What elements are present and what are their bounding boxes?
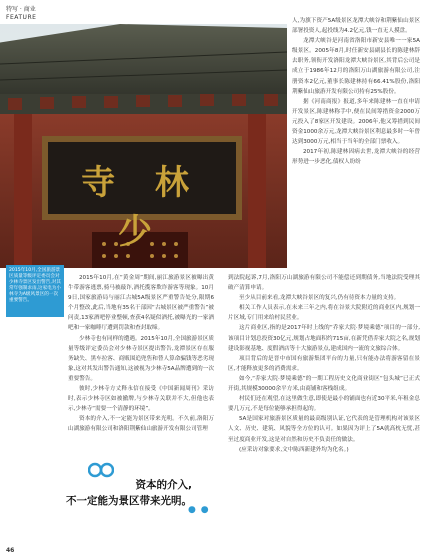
pull-quote xyxy=(58,477,192,509)
article-column-left xyxy=(68,273,214,435)
paragraph: 2017年初,陈建林因病去世,龙潭大峡谷的经营形势进一步恶化,债权人纷纷 xyxy=(292,149,420,166)
paragraph: 少林寺也有同样的遭遇。2015年10月,全国旅游景区质量等级评定委员会对少林寺景区提出警告,龙潭景区存在服务缺失、黑车拉客、商贩围追兜售和替人算命骗钱等恶劣现象,这对其发出警告通知,这被视为少林寺5A品牌遭到的一次重要警告。 xyxy=(68,335,215,382)
section-header xyxy=(6,6,58,25)
paragraph: 到法院起诉,7月,洛阳万山湖旅游有限公司不能偿还到期债务,当地法院受理其破产清算申请。 xyxy=(228,275,420,292)
paragraph: 据《河南商报》报道,多年来陈建林一直在申请开发景区,陈建林称手中,便在民间筹措资金2000万元投入了8家区开发建设。2006年,他又筹措到民间资金1000余万元,龙潭大峡谷景区利息最多时一年曾达到3000万元,相当于当年的全部门票收入。 xyxy=(292,98,420,146)
note: (应采访对象要求,文中陈西新建外均为化名。) xyxy=(239,446,349,453)
paragraph: 项目背后的是晋中市国有旅游集团平台的力量,只有能办法将游客留在景区,才能释放更多的消费需求。 xyxy=(228,355,420,372)
article-column-right-top xyxy=(292,16,420,167)
pull-quote-line: 资本的介入, xyxy=(135,479,192,491)
pull-quote-line: 不一定能为景区带来光明。 xyxy=(66,495,192,507)
paragraph: 2015年10月,在“黄金周”期间,丽江旅游景区被曝出黄牛带游客逃票,骑马被敲诈,酒托揽客欺诈游客等现象。10月9日,国家旅游局与丽江古城5A级景区严重警告处分,限期6个月整改,此后,当地有35名干部因“古城景区被严重警告”被问责,13家酒吧停业整顿,查获4名疑似酒托,被曝光的一家酒吧和一家咖啡厅遭到罚款和查封取缔。 xyxy=(68,275,214,332)
paragraph: 至少从目前来看,龙潭大峡谷景区的复兴,仍有待资本力量的支持。 xyxy=(239,295,400,302)
paragraph: 相关工作人员表示,在未来三年之内,将在谷景大院附近的商业区内,规划一片区域,专门用来给村民营业。 xyxy=(228,305,420,322)
section-label: 特写 · 商业 xyxy=(6,6,36,13)
section-label-en: FEATURE xyxy=(6,14,37,21)
paragraph: 人,为旗下资产5A级景区龙潭大峡谷和荆紫仙山景区部署投资人,起投线为4.2亿元,钱一直无人摸盘。 xyxy=(292,18,420,35)
temple-photo xyxy=(0,24,287,268)
paragraph: 彼时,少林寺方丈释永信在接受《中国新闻周刊》采访时,表示少林寺区如被撤牌,与少林寺关联并不大,但他也表示,少林寺“需要一个清静的环境”。 xyxy=(68,386,214,413)
paragraph: 龙潭大峡谷是河南省洛阳市新安县唯一一家5A级景区。2005年8月,时任新安县副县长的陈建林辞去职务,领衔开发洛阳龙潭大峡谷景区,其背后公司是成立于1986年12月的洛阳万山湖旅游有限公司,注册资本2亿元,董事长陈建林持有66.41%股份,洛阳荆紫仙山旅游开发有限公司持有25%股份。 xyxy=(292,38,420,95)
temple-plaque-text: 寺 林 少 xyxy=(81,163,203,252)
paragraph: 如今,“乔家大院·梦境乘德”的一期工程历史文化商业街区“包头城”已正式开街,其规模30000余平方米,由商铺和客栈组成。 xyxy=(228,375,420,393)
page-number: 46 xyxy=(6,547,15,554)
paragraph: 5A是国家对旅游景区质量的最高级别认证,它代表的是管理机构对该景区人文、历史、建筑、风貌等全方位的认可。如果因为评上了5A就高枕无忧,甚至过度商业开发,这是对自然和历史不负责任的做法。 xyxy=(228,416,420,443)
photo-caption: 2015年10月,全国旅游景区质量等级评定委员会对少林寺景区发出警告,对其常年强制求雨,这家电为小林寺为A级风景区的一次重要警告。 xyxy=(6,265,64,317)
paragraph: 这片商业区,指的是2017年时上线的“乔家大院·梦境乘德”项目的一部分,该项目计划总投资30亿元,规划占地面积约715亩,在新凭借乔家大院之名,规划建设影视基地、度假酒店等十大旅游景点,建成国内一流的文旅综合体。 xyxy=(228,325,420,352)
quote-end-dots-icon: ● ● xyxy=(188,505,210,515)
paragraph: 资本的介入,不一定能为景区带来光明。不久前,洛阳万山湖旅游有限公司和洛阳荆紫仙山旅游开发有限公司管理 xyxy=(68,416,214,433)
article-column-right xyxy=(228,273,420,455)
paragraph: 村民们还在观望,在这里做生意,即使是最小的铺面也有近30平米,年租金总要几万元,不是每位能够承担得起的。 xyxy=(228,396,420,413)
